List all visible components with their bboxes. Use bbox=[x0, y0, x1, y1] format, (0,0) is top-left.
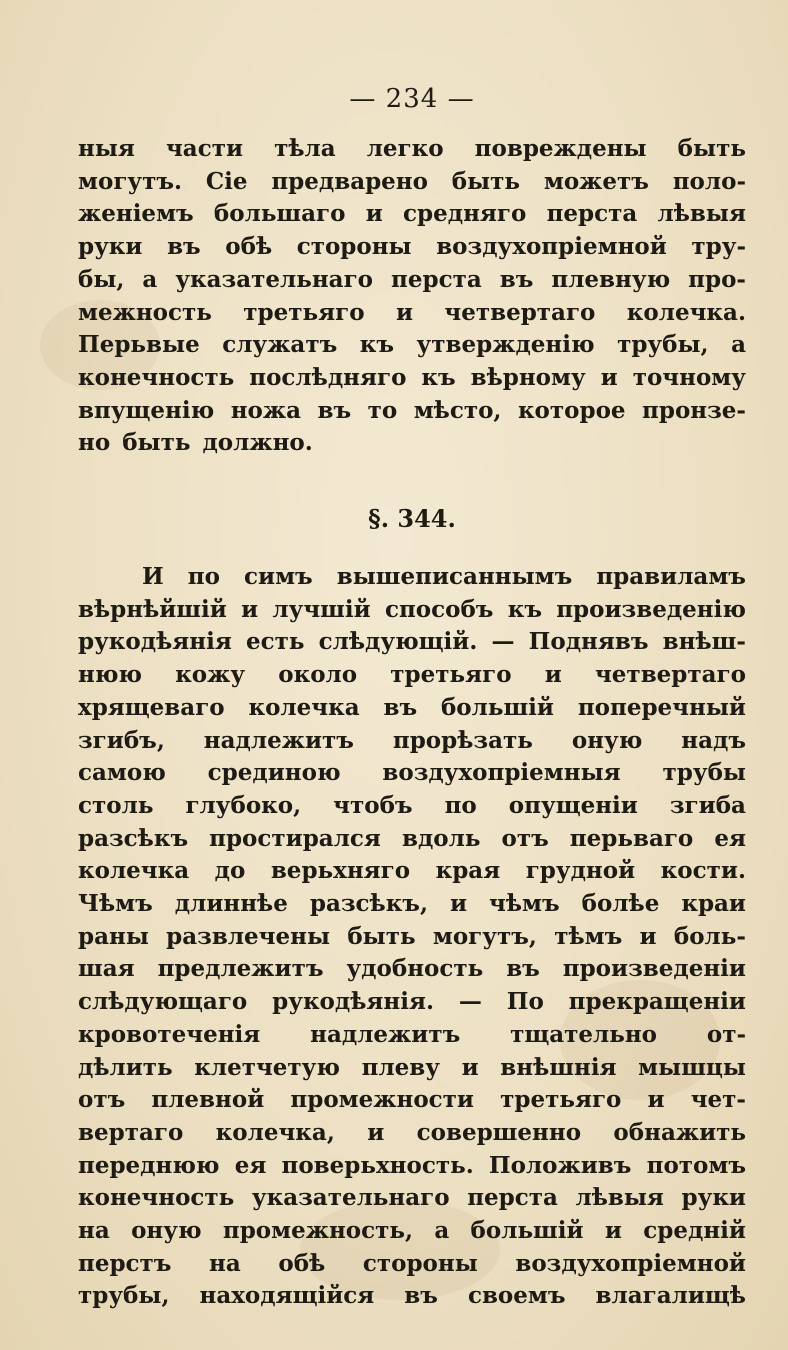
text-line: колечка до верьхняго края грудной кости. bbox=[78, 857, 746, 885]
text-line: раны развлечены быть могутъ, тѣмъ и боль- bbox=[78, 922, 746, 950]
text-line: шая предлежитъ удобность въ произведеніи bbox=[78, 955, 746, 983]
text-line: перстъ на обѣ стороны воздухопріемной bbox=[78, 1249, 746, 1277]
text-line: нюю кожу около третьяго и четвертаго bbox=[78, 661, 746, 689]
text-line: И по симъ вышеписаннымъ правиламъ bbox=[142, 563, 746, 590]
page-number: — 234 — bbox=[349, 84, 475, 114]
text-line: столь глубоко, чтобъ по опущеніи згиба bbox=[78, 791, 746, 819]
text-line: переднюю ея поверьхность. Положивъ потомъ bbox=[78, 1151, 746, 1179]
text-line: ныя части тѣла легко повреждены быть bbox=[78, 135, 746, 162]
text-line: бы, а указательнаго перста въ плевную про- bbox=[78, 265, 746, 293]
text-line: межность третьяго и четвертаго колечка. bbox=[78, 298, 746, 326]
text-line: но быть должно. bbox=[78, 429, 313, 457]
text-line: конечность послѣдняго къ вѣрному и точному bbox=[78, 363, 746, 391]
text-line: Перьвые служатъ къ утвержденію трубы, а bbox=[78, 331, 746, 359]
text-line: слѣдующаго рукодѣянія. — По прекращеніи bbox=[78, 988, 746, 1016]
text-line: Чѣмъ длиннѣе разсѣкъ, и чѣмъ болѣе краи bbox=[78, 890, 746, 917]
text-line: разсѣкъ простирался вдоль отъ перьваго ея bbox=[78, 824, 746, 852]
text-line: самою срединою воздухопріемныя трубы bbox=[78, 759, 746, 787]
text-line: руки въ обѣ стороны воздухопріемной тру- bbox=[78, 233, 746, 261]
text-line: впущенію ножа въ то мѣсто, которое пронзе- bbox=[78, 396, 746, 424]
text-line: вѣрнѣйшій и лучшій способъ къ произведенію bbox=[78, 595, 746, 623]
text-line: могутъ. Сіе предварено быть можетъ поло- bbox=[78, 167, 746, 195]
text-line: згибъ, надлежитъ прорѣзать оную надъ bbox=[78, 726, 746, 754]
section-heading: §. 344. bbox=[368, 504, 456, 533]
text-line: на оную промежность, а большій и средній bbox=[78, 1217, 746, 1244]
text-line: вертаго колечка, и совершенно обнажить bbox=[78, 1118, 746, 1146]
text-line: хрящеваго колечка въ большій поперечный bbox=[78, 693, 746, 721]
text-line: женіемъ большаго и средняго перста лѣвыя bbox=[78, 200, 746, 228]
text-line: отъ плевной промежности третьяго и чет- bbox=[78, 1086, 746, 1114]
text-line: кровотеченія надлежитъ тщательно от- bbox=[78, 1020, 746, 1048]
text-line: трубы, находящійся въ своемъ влагалищѣ bbox=[78, 1282, 746, 1310]
text-line: дѣлить клетчетую плеву и внѣшнія мышцы bbox=[78, 1053, 746, 1081]
text-line: рукодѣянія есть слѣдующій. — Поднявъ внѣш- bbox=[78, 628, 746, 656]
text-line: конечность указательнаго перста лѣвыя руки bbox=[78, 1184, 746, 1212]
book-page bbox=[78, 78, 746, 1318]
